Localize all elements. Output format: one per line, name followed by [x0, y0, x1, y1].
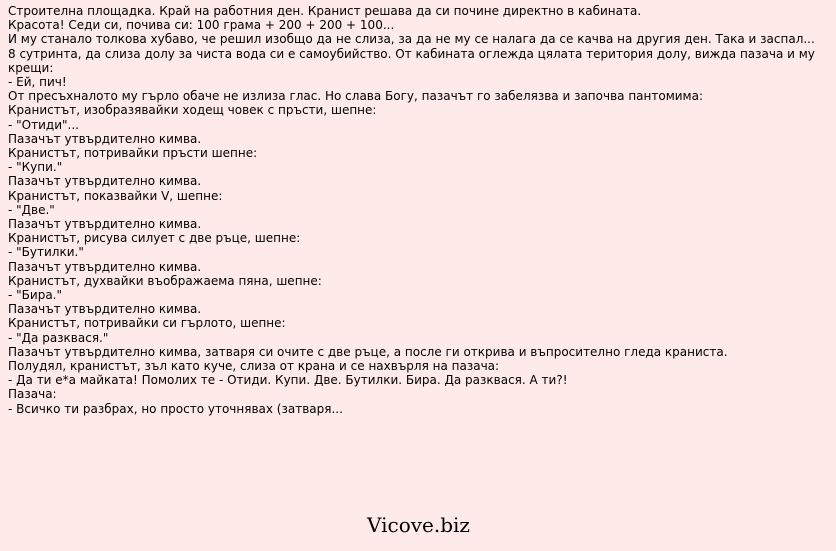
joke-line: Пазачът утвърдително кимва, затваря си очите с две ръце, а после ги открива и въпросително гледа крaниста.	[8, 344, 728, 359]
joke-line: Красота! Седи си, почива си: 100 грама + 200 + 200 + 100...	[8, 18, 395, 33]
joke-line: - "Бира."	[8, 288, 62, 303]
joke-line: Кранистът, потривайки пръсти шепне:	[8, 146, 258, 161]
joke-line: Пазачът утвърдително кимва.	[8, 131, 202, 146]
joke-line: - "Да разквася."	[8, 330, 109, 345]
joke-line: Кранистът, рисува силует с две ръце, шепне:	[8, 231, 301, 246]
joke-line: Кранистът, потривайки си гърлото, шепне:	[8, 316, 286, 331]
joke-line: Пазача:	[8, 387, 57, 402]
joke-line: Кранистът, духвайки въображаема пяна, шепне:	[8, 273, 322, 288]
joke-line: Полудял, кранистът, зъл като куче, слиза от крана и се нахвърля на пазача:	[8, 359, 500, 374]
joke-line: Кранистът, показвайки V, шепне:	[8, 188, 223, 203]
joke-line: 8 сутринта, да слиза долу за чиста вода си е самоубийство. От кабината оглежда цялата територия долу, вижда пазача и му крещи:	[8, 46, 815, 75]
joke-line: Пазачът утвърдително кимва.	[8, 259, 202, 274]
joke-text	[8, 4, 828, 416]
joke-line: - "Купи."	[8, 160, 63, 175]
joke-line: - "Две."	[8, 202, 55, 217]
joke-line: Пазачът утвърдително кимва.	[8, 217, 202, 232]
joke-line: - "Бутилки."	[8, 245, 84, 260]
joke-line: - "Отиди"...	[8, 117, 79, 132]
joke-line: Пазачът утвърдително кимва.	[8, 174, 202, 189]
joke-line: От пресъхналото му гърло обаче не излиза глас. Но слава Богу, пазачът го забелязва и започва пантомима:	[8, 89, 703, 104]
joke-line: - Всичко ти разбрах, но просто уточнявах (затваря...	[8, 401, 343, 416]
site-name: Vicove.biz	[367, 513, 470, 537]
joke-line: И му станало толкова хубаво, че решил изобщо да не слиза, за да не му се налага да се качва на другия ден. Така и заспал...	[8, 32, 815, 47]
joke-line: Кранистът, изобразявайки ходещ човек с пръсти, шепне:	[8, 103, 377, 118]
joke-line: - Ей, пич!	[8, 75, 67, 90]
joke-line: Пазачът утвърдително кимва.	[8, 302, 202, 317]
joke-line: Строителна площадка. Край на работния ден. Кранист решава да си почине директно в кабината.	[8, 4, 642, 18]
joke-line: - Да ти е*а майката! Помолих те - Отиди. Купи. Две. Бутилки. Бира. Да разквася. А ти?!	[8, 373, 568, 388]
